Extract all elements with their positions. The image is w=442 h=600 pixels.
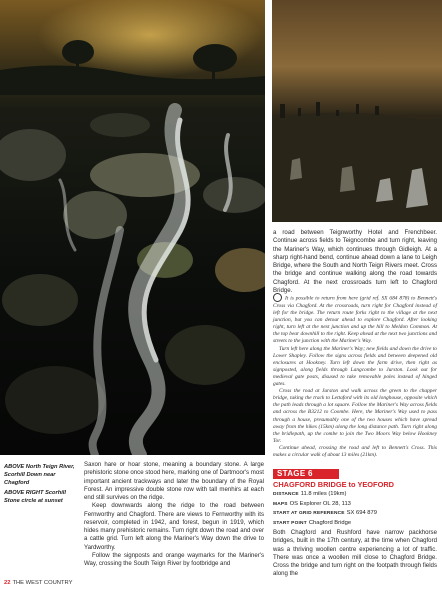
body-text-column-right-bottom: [273, 529, 437, 579]
stage-distance: [273, 490, 438, 500]
note-paragraph: Turn left here along the Mariner's Way; new fields and down the drive to Lower Shapley. Follow the signs across fields and between deepened old enclosures at Hookney. Turn left down the farm drive, then right as signposted, along fields through Langcombe to Jurston. Look out for medieval gate posts, disused to take removable poles instead of hinged gates.: [273, 345, 437, 388]
paragraph: Saxon hare or hoar stone, meaning a boundary stone. A large prehistoric stone once stood here, marking one of Dartmoor's most important ancient trackways and later the boundary of the Royal Forest. An impressive double stone row with tall menhirs at each end still survives on the ridge.: [84, 461, 264, 501]
paragraph: a road between Teignworthy Hotel and Frenchbeer. Continue across fields to Teigncombe and turn right, leaving the Mariner's Way, which continues through Gidleigh. At a sharp right-hand bend, continue ahead down a lane to Leigh Bridge, where the South and North Teign Rivers meet. Cross the bridge and continue walking along the road towards Chagford. At the next crossroads turn left to Chagford Bridge.: [273, 229, 437, 294]
paragraph: Follow the signposts and orange waymarks for the Mariner's Way, crossing the South Teign River by footbridge and: [84, 551, 264, 567]
stage-start-point: [273, 519, 438, 529]
compass-icon: [273, 293, 282, 302]
stage-grid-reference: [273, 509, 438, 519]
distance-value: 11.8 miles (19km): [300, 491, 347, 497]
grid-reference-value: SX 694 879: [346, 510, 377, 517]
stone-circle-illustration: [272, 0, 442, 222]
caption-line-2: ABOVE RIGHT Scorhill Stone circle at sunset: [4, 489, 66, 504]
magazine-name: THE WEST COUNTRY: [12, 580, 73, 586]
distance-label: DISTANCE: [273, 492, 299, 497]
note-text: It is possible to return from here (grid ref. SX 684 878) to Bennett's Cross via Chagford. At the crossroads, turn right for Chagford instead of left for the bridge. The return route forks right to the village at the next junction, but you can detour ahead to explore Chagford. After looking right, turn left at the next junction and up the hill to Meldon Common. At the top bear downhill to the right. Keep ahead at the next two junctions and streets to the junction with the Mariner's Way.: [273, 295, 437, 345]
photo-north-teign-river: [0, 0, 265, 455]
body-text-column-middle: [84, 461, 264, 568]
page-number: 22: [4, 580, 11, 586]
note-paragraph: Cross the road at Jurston and walk across the green to the chapper bridge, taking the track to Lettaford with its old longhouse, opposite which the path leads through a lot square. Follow the Mariner's Way across fields and across the B3212 to Coombe. Here, the Mariner's Way used to pass through a house, presumably one of the two houses which have spread away from the hikes (15km) along the long distance path. Turn right along the bridlepath, up the combe to join the Two Moors Way below Hookney Tor.: [273, 388, 437, 444]
paragraph: Keep downwards along the ridge to the road between Fernworthy and Chagford. There are views to Fernworthy with its reservoir, completed in 1942, and forest, begun in 1919, which hides many prehistoric remains. Turn right down the road and over a cattle grid. Turn left along the Mariner's Way down the drive to Yardworthy.: [84, 502, 264, 551]
paragraph: Both Chagford and Rushford have narrow packhorse bridges, built in the 17th century, at the time when Chagford was a thriving woollen centre experiencing a lot of traffic. There was once a woollen mill close to Chagford Bridge. Cross the bridge and turn right on the footpath through fields along the: [273, 529, 437, 578]
stage-info: [273, 490, 438, 528]
river-landscape-illustration: [0, 0, 265, 455]
page-footer: [4, 580, 72, 586]
note-paragraph: Continue ahead, crossing the road and left to Bennett's Cross. This makes a circular walk of about 13 miles (21km).: [273, 444, 437, 458]
note-paragraph: [273, 294, 437, 346]
stage-badge: STAGE 6: [273, 469, 339, 479]
stage-title: CHAGFORD BRIDGE to YEOFORD: [273, 480, 394, 489]
photo-scorhill-stone-circle: [272, 0, 442, 222]
photo-caption: [4, 463, 76, 506]
grid-reference-label: START AT GRID REFERENCE: [273, 511, 345, 517]
maps-value: OS Explorer OL 28, 113: [289, 500, 351, 507]
start-point-label: START POINT: [273, 520, 307, 526]
stage-maps: [273, 500, 438, 510]
body-text-column-right-top: [273, 229, 437, 295]
caption-line-1: ABOVE North Teign River, Scorhill Down near Chagford: [4, 464, 75, 487]
start-point-value: Chagford Bridge: [308, 519, 352, 526]
maps-label: MAPS: [273, 501, 288, 507]
route-variation-note: [273, 294, 437, 459]
